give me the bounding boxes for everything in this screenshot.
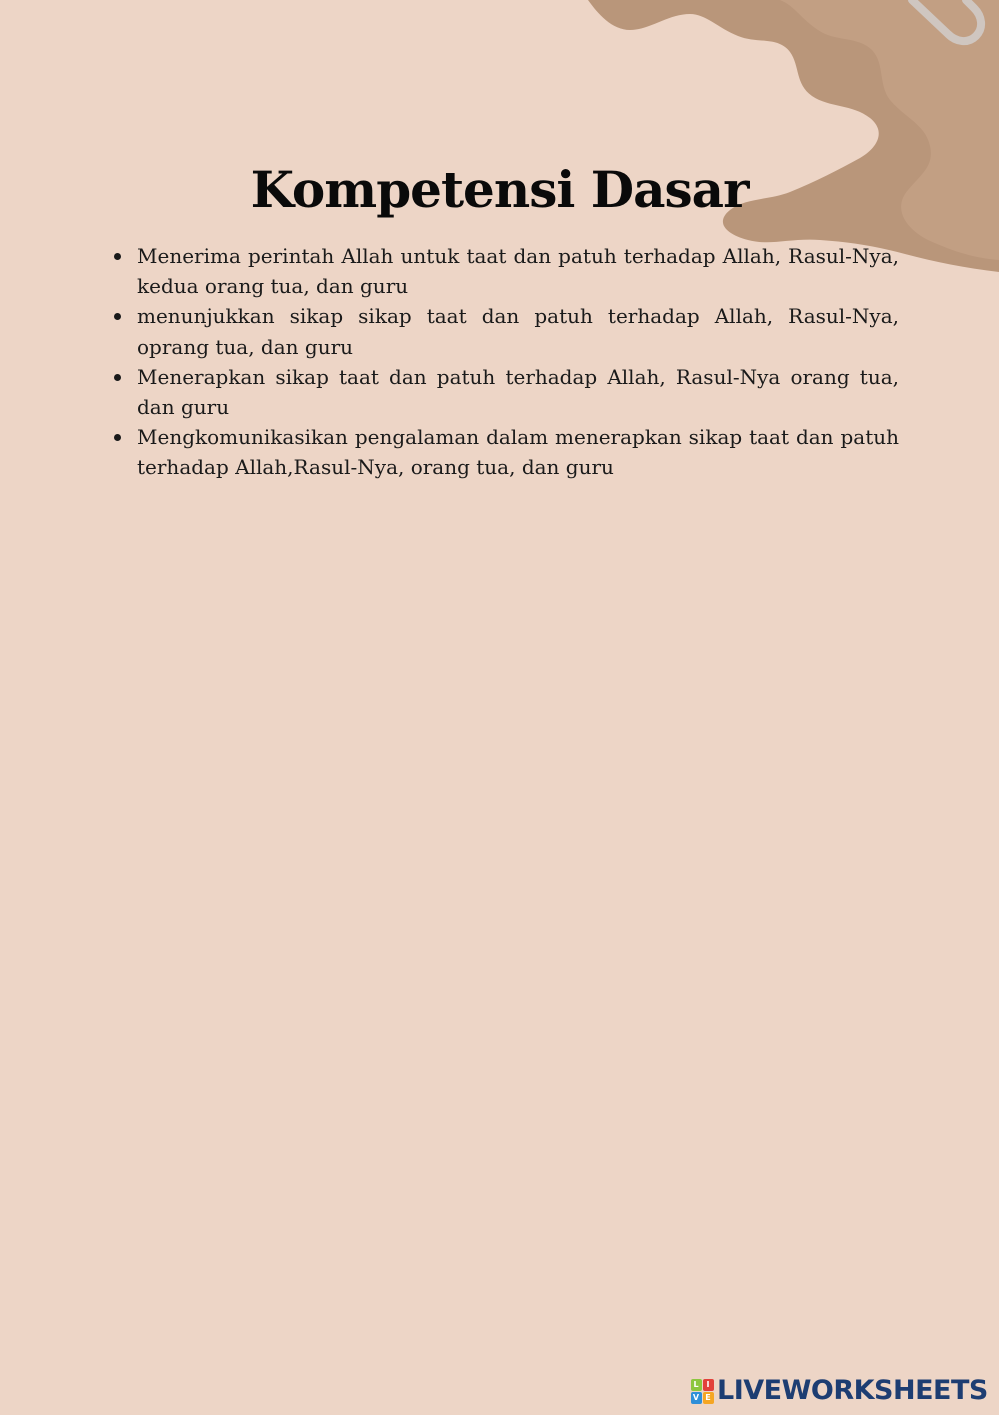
- list-item-text: Mengkomunikasikan pengalaman dalam menerapkan sikap taat dan patuh terhadap Allah,Rasul-Nya, orang tua, dan guru: [137, 425, 899, 480]
- list-item: [137, 422, 899, 482]
- competency-list: [137, 241, 899, 483]
- list-item: [137, 301, 899, 361]
- list-item-text: menunjukkan sikap sikap taat dan patuh terhadap Allah, Rasul-Nya, oprang tua, dan guru: [137, 304, 899, 359]
- bullet-icon: [114, 374, 121, 381]
- logo-letter-l: L: [691, 1379, 702, 1391]
- logo-letter-v: V: [691, 1392, 702, 1404]
- logo-text: LIVEWORKSHEETS: [717, 1375, 988, 1406]
- list-item: [137, 362, 899, 422]
- liveworksheets-logo: [690, 1374, 988, 1408]
- list-item: [137, 241, 899, 301]
- logo-letter-i: I: [703, 1379, 714, 1391]
- logo-mark-icon: [690, 1378, 714, 1404]
- logo-letter-e: E: [703, 1392, 714, 1404]
- bullet-icon: [114, 253, 121, 260]
- page-title: Kompetensi Dasar: [250, 160, 749, 219]
- list-item-text: Menerapkan sikap taat dan patuh terhadap Allah, Rasul-Nya orang tua, dan guru: [137, 364, 899, 420]
- list-item-text: Menerima perintah Allah untuk taat dan patuh terhadap Allah, Rasul-Nya, kedua orang tua, dan guru: [137, 244, 899, 299]
